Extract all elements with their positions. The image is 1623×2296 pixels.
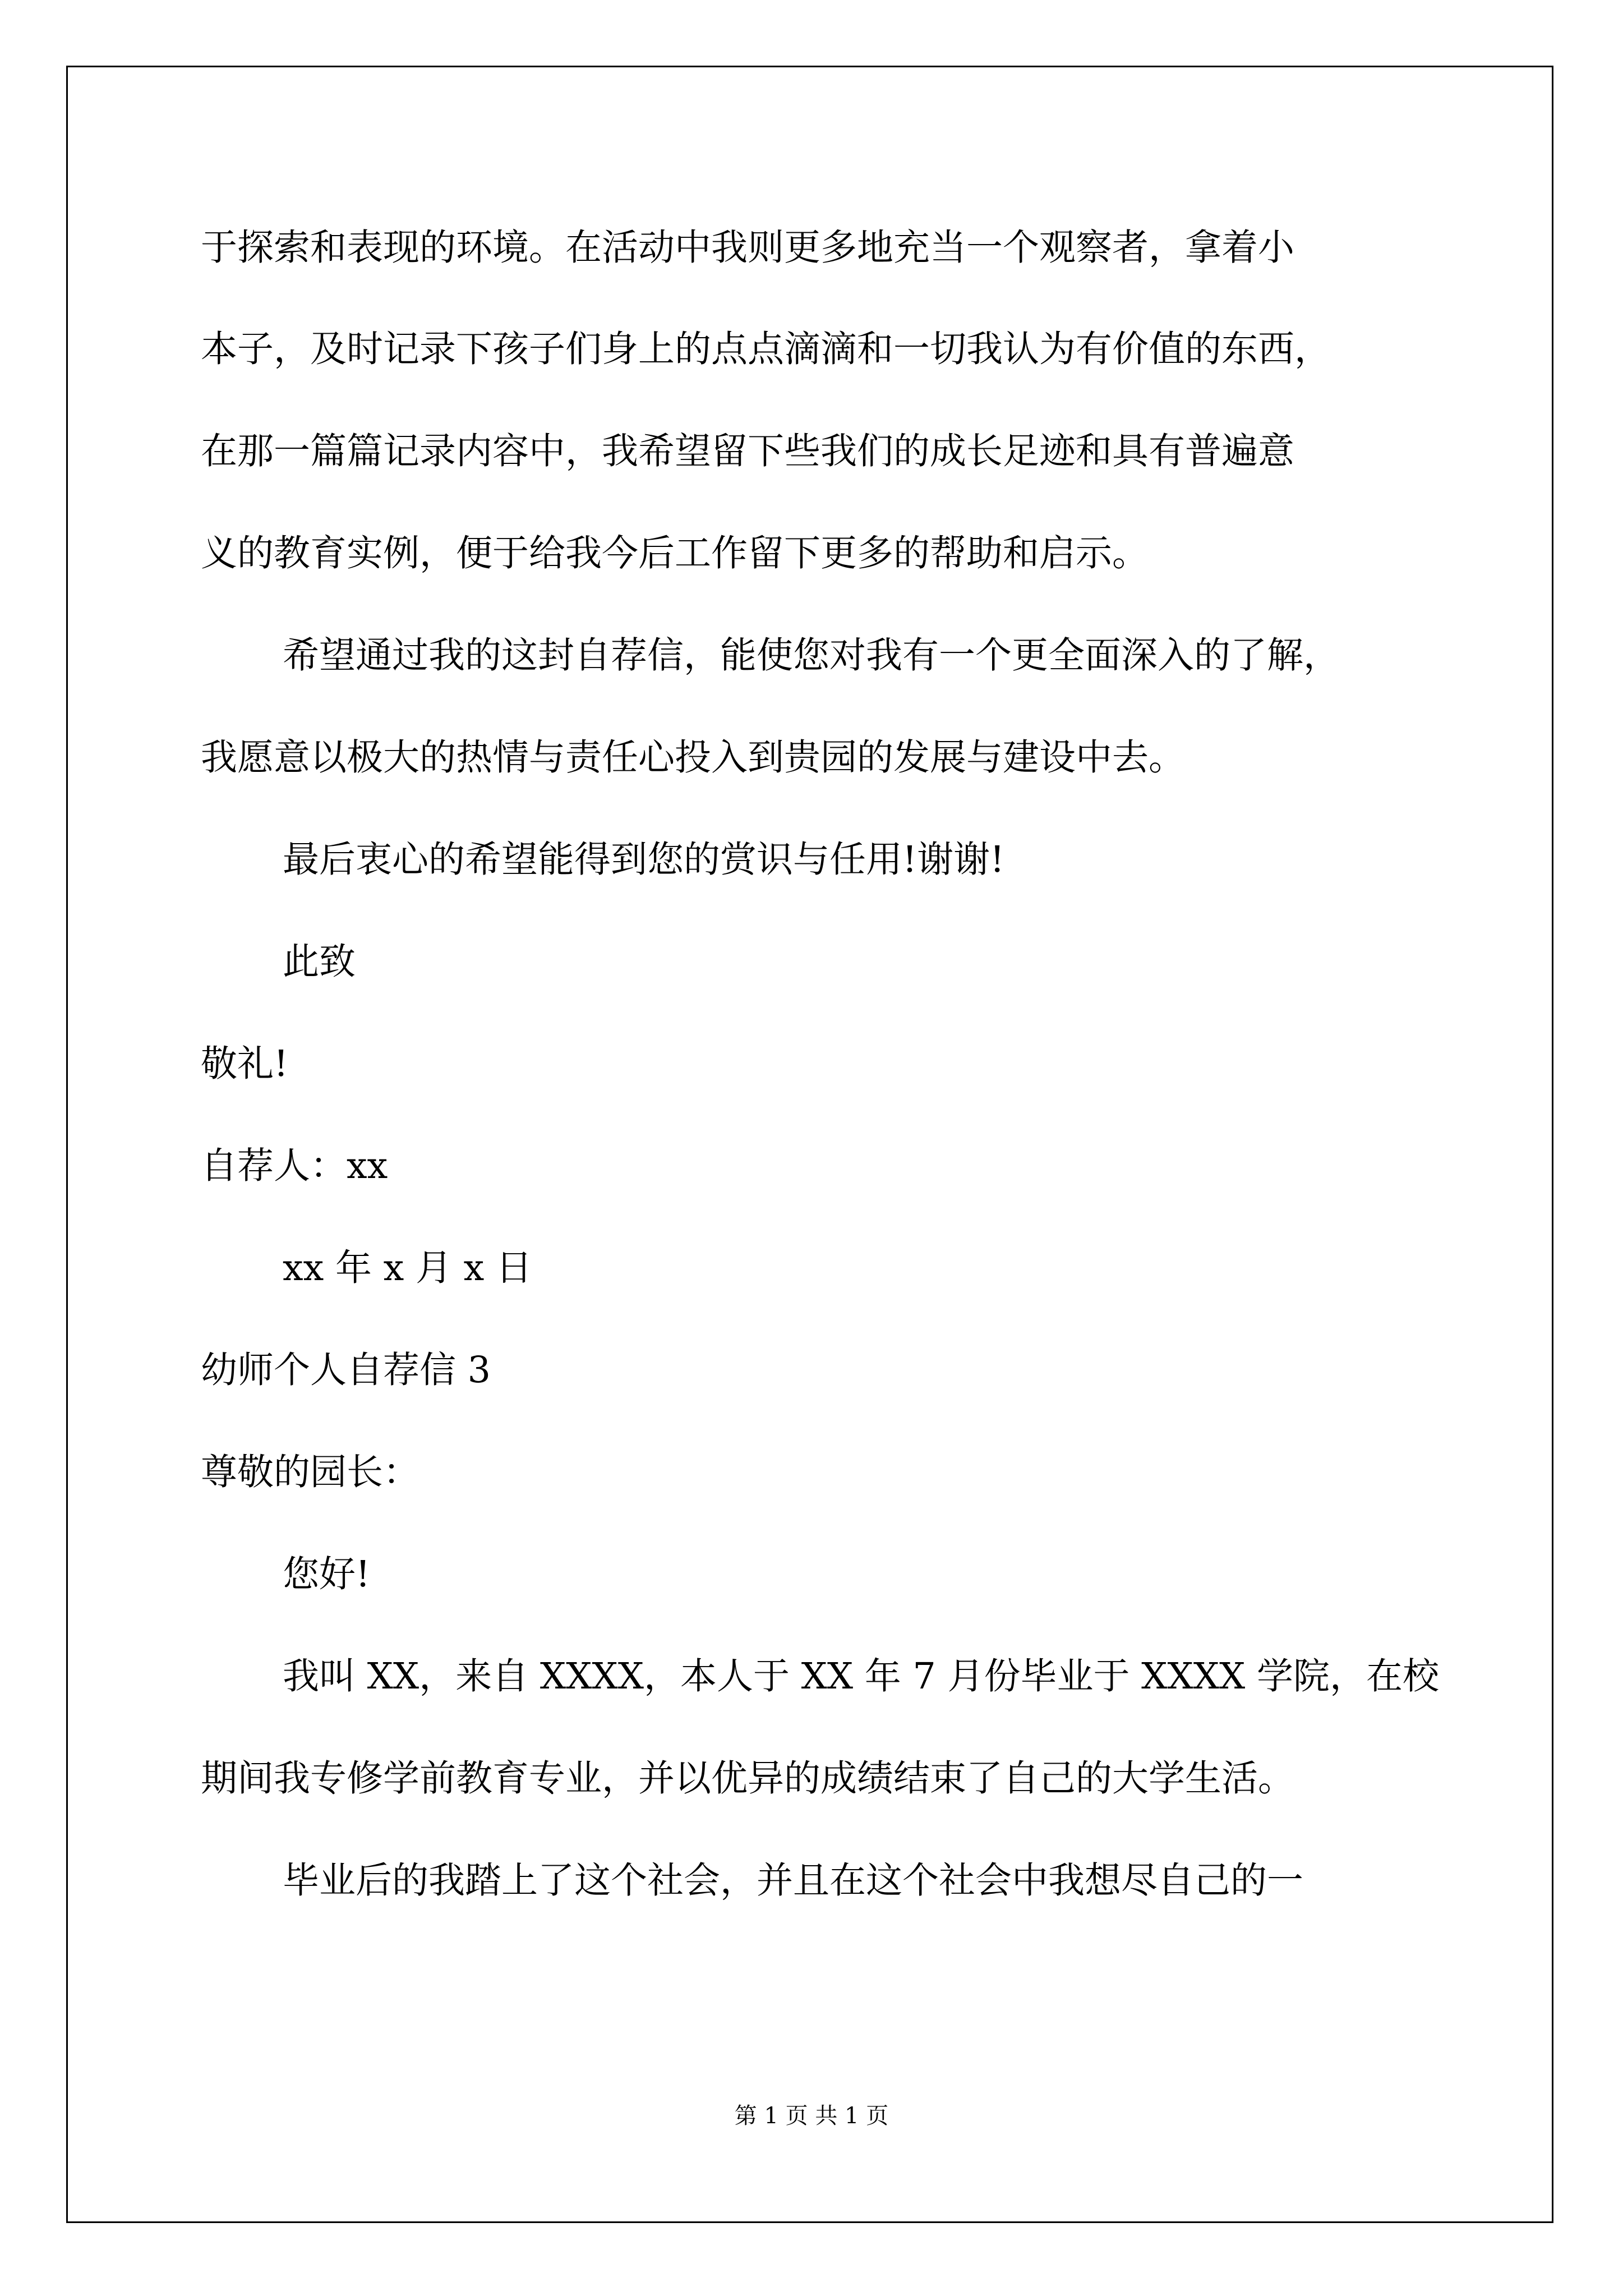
closing-regards: 敬礼!: [201, 1043, 289, 1085]
paragraph-line: 本子，及时记录下孩子们身上的点点滴滴和一切我认为有价值的东西，: [201, 328, 1331, 370]
paragraph-line: 我愿意以极大的热情与责任心投入到贵园的发展与建设中去。: [201, 737, 1186, 779]
greeting-line: 尊敬的园长：: [201, 1451, 420, 1493]
greeting-line: 您好!: [283, 1553, 371, 1595]
date-line: xx 年 x 月 x 日: [283, 1247, 532, 1289]
paragraph-line: 我叫 XX，来自 XXXX，本人于 XX 年 7 月份毕业于 XXXX 学院，在校: [283, 1655, 1439, 1697]
paragraph-line: 毕业后的我踏上了这个社会，并且在这个社会中我想尽自己的一: [283, 1860, 1304, 1902]
paragraph-line: 在那一篇篇记录内容中，我希望留下些我们的成长足迹和具有普遍意: [201, 430, 1295, 472]
paragraph-line: 义的教育实例，便于给我今后工作留下更多的帮助和启示。: [201, 532, 1149, 574]
signature-line: 自荐人：xx: [201, 1145, 388, 1187]
page-footer: 第 1 页 共 1 页: [734, 2103, 889, 2129]
paragraph-line: 希望通过我的这封自荐信，能使您对我有一个更全面深入的了解，: [283, 634, 1340, 677]
closing-salutation: 此致: [283, 941, 356, 983]
section-title: 幼师个人自荐信 3: [201, 1349, 491, 1391]
paragraph-line: 于探索和表现的环境。在活动中我则更多地充当一个观察者，拿着小: [201, 227, 1295, 269]
paragraph-line: 最后衷心的希望能得到您的赏识与任用!谢谢!: [283, 839, 1005, 881]
paragraph-line: 期间我专修学前教育专业，并以优异的成绩结束了自己的大学生活。: [201, 1757, 1295, 1800]
